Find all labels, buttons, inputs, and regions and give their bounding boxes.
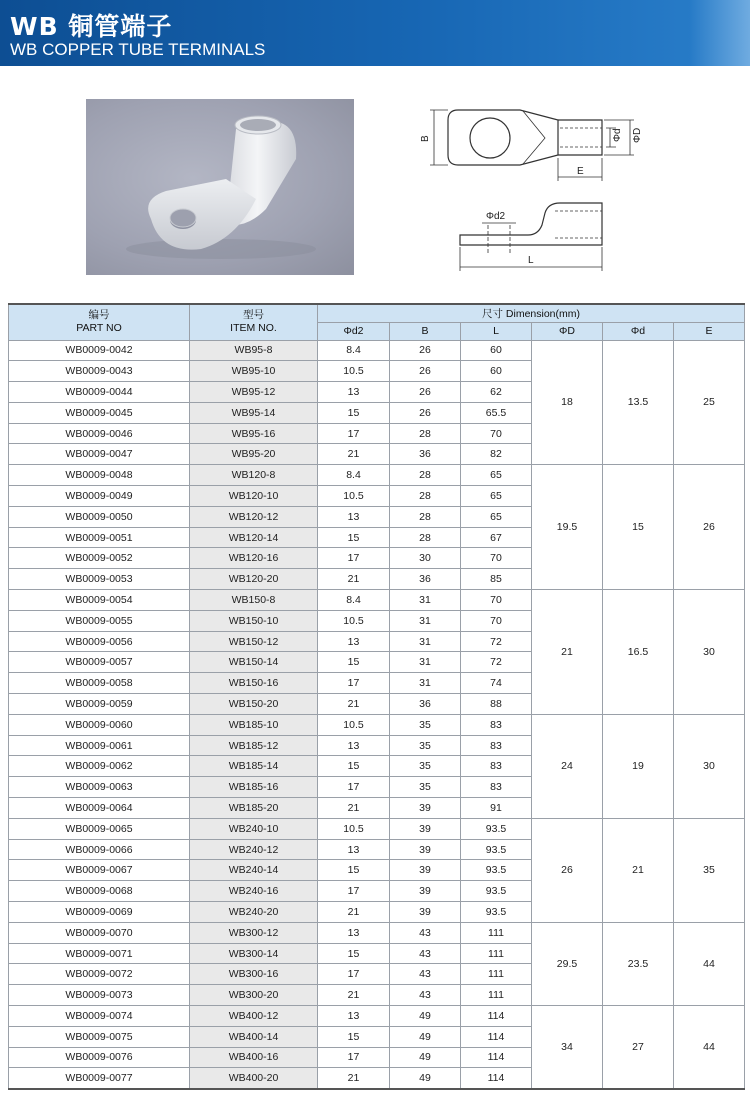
d2-cell: 13 [318, 631, 390, 652]
l-cell: 93.5 [461, 839, 532, 860]
b-cell: 39 [390, 881, 461, 902]
page-title-en: WB COPPER TUBE TERMINALS [10, 40, 266, 59]
d2-cell: 15 [318, 527, 390, 548]
item-no-cell: WB400-20 [190, 1068, 318, 1089]
header-banner [0, 0, 750, 66]
part-no-cell: WB0009-0069 [9, 902, 190, 923]
item-no-cell: WB300-20 [190, 985, 318, 1006]
part-no-cell: WB0009-0055 [9, 610, 190, 631]
product-photo [86, 99, 354, 275]
d2-cell: 13 [318, 922, 390, 943]
part-no-cell: WB0009-0056 [9, 631, 190, 652]
item-no-cell: WB95-12 [190, 382, 318, 403]
b-cell: 35 [390, 777, 461, 798]
b-cell: 49 [390, 1068, 461, 1089]
l-cell: 74 [461, 673, 532, 694]
b-cell: 26 [390, 382, 461, 403]
table-row [9, 465, 745, 486]
table-row [9, 590, 745, 611]
table-row [9, 818, 745, 839]
part-no-cell: WB0009-0065 [9, 818, 190, 839]
D-cell: 34 [532, 1006, 603, 1089]
item-no-header-cn: 型号 [243, 309, 264, 322]
d2-cell: 21 [318, 902, 390, 923]
item-no-cell: WB240-10 [190, 818, 318, 839]
b-cell: 49 [390, 1026, 461, 1047]
label-d: Φd [612, 128, 623, 142]
part-no-cell: WB0009-0070 [9, 922, 190, 943]
d2-cell: 13 [318, 1006, 390, 1027]
col-d2-header: Φd2 [318, 322, 390, 340]
l-cell: 111 [461, 922, 532, 943]
item-no-cell: WB95-14 [190, 402, 318, 423]
e-cell: 30 [674, 714, 745, 818]
item-no-cell: WB185-14 [190, 756, 318, 777]
l-cell: 83 [461, 777, 532, 798]
d2-cell: 15 [318, 860, 390, 881]
col-D-header: ΦD [532, 322, 603, 340]
small-d-cell: 21 [603, 818, 674, 922]
l-cell: 65 [461, 465, 532, 486]
spec-table [8, 303, 745, 1090]
l-cell: 62 [461, 382, 532, 403]
d2-cell: 13 [318, 382, 390, 403]
part-no-cell: WB0009-0051 [9, 527, 190, 548]
small-d-cell: 13.5 [603, 340, 674, 465]
part-no-cell: WB0009-0054 [9, 590, 190, 611]
item-no-cell: WB400-16 [190, 1047, 318, 1068]
b-cell: 43 [390, 943, 461, 964]
label-E: E [577, 166, 584, 177]
e-cell: 35 [674, 818, 745, 922]
l-cell: 70 [461, 610, 532, 631]
item-no-cell: WB240-12 [190, 839, 318, 860]
item-no-cell: WB300-14 [190, 943, 318, 964]
l-cell: 114 [461, 1026, 532, 1047]
col-L-header: L [461, 322, 532, 340]
copper-terminal-illustration [86, 99, 354, 275]
d2-cell: 10.5 [318, 714, 390, 735]
part-no-cell: WB0009-0048 [9, 465, 190, 486]
D-cell: 24 [532, 714, 603, 818]
part-no-cell: WB0009-0046 [9, 423, 190, 444]
b-cell: 39 [390, 839, 461, 860]
D-cell: 29.5 [532, 922, 603, 1005]
item-no-cell: WB300-12 [190, 922, 318, 943]
item-no-cell: WB240-20 [190, 902, 318, 923]
l-cell: 70 [461, 423, 532, 444]
label-B: B [420, 135, 431, 142]
b-cell: 35 [390, 714, 461, 735]
table-row [9, 1006, 745, 1027]
D-cell: 21 [532, 590, 603, 715]
part-no-cell: WB0009-0075 [9, 1026, 190, 1047]
d2-cell: 8.4 [318, 340, 390, 361]
d2-cell: 17 [318, 673, 390, 694]
part-no-cell: WB0009-0071 [9, 943, 190, 964]
item-no-cell: WB185-10 [190, 714, 318, 735]
d2-cell: 15 [318, 943, 390, 964]
d2-cell: 17 [318, 548, 390, 569]
part-no-cell: WB0009-0042 [9, 340, 190, 361]
col-B-header: B [390, 322, 461, 340]
d2-cell: 17 [318, 964, 390, 985]
b-cell: 39 [390, 860, 461, 881]
d2-cell: 15 [318, 652, 390, 673]
item-no-cell: WB120-8 [190, 465, 318, 486]
part-no-cell: WB0009-0066 [9, 839, 190, 860]
page-title-cn: WB 铜管端子 [10, 12, 173, 41]
item-no-header-en: ITEM NO. [230, 322, 277, 335]
b-cell: 31 [390, 673, 461, 694]
b-cell: 31 [390, 590, 461, 611]
d2-cell: 10.5 [318, 361, 390, 382]
b-cell: 26 [390, 361, 461, 382]
item-no-cell: WB150-16 [190, 673, 318, 694]
part-no-cell: WB0009-0061 [9, 735, 190, 756]
item-no-cell: WB150-12 [190, 631, 318, 652]
d2-cell: 8.4 [318, 465, 390, 486]
b-cell: 28 [390, 465, 461, 486]
label-d2: Φd2 [486, 211, 506, 222]
d2-cell: 21 [318, 694, 390, 715]
d2-cell: 10.5 [318, 486, 390, 507]
l-cell: 82 [461, 444, 532, 465]
b-cell: 39 [390, 818, 461, 839]
item-no-cell: WB300-16 [190, 964, 318, 985]
D-cell: 26 [532, 818, 603, 922]
item-no-cell: WB120-12 [190, 506, 318, 527]
part-no-cell: WB0009-0047 [9, 444, 190, 465]
part-no-cell: WB0009-0074 [9, 1006, 190, 1027]
d2-cell: 15 [318, 1026, 390, 1047]
b-cell: 35 [390, 756, 461, 777]
part-no-header-cn: 编号 [88, 309, 110, 322]
d2-cell: 17 [318, 777, 390, 798]
d2-cell: 15 [318, 402, 390, 423]
l-cell: 114 [461, 1047, 532, 1068]
l-cell: 70 [461, 590, 532, 611]
b-cell: 30 [390, 548, 461, 569]
b-cell: 49 [390, 1047, 461, 1068]
b-cell: 49 [390, 1006, 461, 1027]
b-cell: 36 [390, 569, 461, 590]
d2-cell: 15 [318, 756, 390, 777]
part-no-cell: WB0009-0063 [9, 777, 190, 798]
item-no-cell: WB185-12 [190, 735, 318, 756]
d2-cell: 13 [318, 839, 390, 860]
small-d-cell: 27 [603, 1006, 674, 1089]
item-no-cell: WB120-14 [190, 527, 318, 548]
b-cell: 28 [390, 527, 461, 548]
part-no-cell: WB0009-0053 [9, 569, 190, 590]
d2-cell: 21 [318, 1068, 390, 1089]
part-no-cell: WB0009-0077 [9, 1068, 190, 1089]
b-cell: 36 [390, 444, 461, 465]
part-no-cell: WB0009-0067 [9, 860, 190, 881]
l-cell: 111 [461, 943, 532, 964]
l-cell: 111 [461, 985, 532, 1006]
l-cell: 93.5 [461, 902, 532, 923]
part-no-cell: WB0009-0057 [9, 652, 190, 673]
part-no-header-en: PART NO [76, 322, 122, 335]
part-no-cell: WB0009-0059 [9, 694, 190, 715]
small-d-cell: 19 [603, 714, 674, 818]
item-no-cell: WB95-20 [190, 444, 318, 465]
d2-cell: 21 [318, 798, 390, 819]
item-no-cell: WB400-12 [190, 1006, 318, 1027]
b-cell: 43 [390, 985, 461, 1006]
item-no-cell: WB185-16 [190, 777, 318, 798]
l-cell: 83 [461, 714, 532, 735]
l-cell: 65 [461, 486, 532, 507]
l-cell: 72 [461, 652, 532, 673]
part-no-cell: WB0009-0060 [9, 714, 190, 735]
d2-cell: 10.5 [318, 610, 390, 631]
dimension-drawings [420, 95, 700, 280]
item-no-cell: WB150-14 [190, 652, 318, 673]
l-cell: 93.5 [461, 818, 532, 839]
l-cell: 72 [461, 631, 532, 652]
part-no-cell: WB0009-0062 [9, 756, 190, 777]
item-no-cell: WB240-14 [190, 860, 318, 881]
d2-cell: 17 [318, 881, 390, 902]
part-no-cell: WB0009-0073 [9, 985, 190, 1006]
l-cell: 85 [461, 569, 532, 590]
l-cell: 93.5 [461, 860, 532, 881]
e-cell: 25 [674, 340, 745, 465]
item-no-cell: WB240-16 [190, 881, 318, 902]
part-no-cell: WB0009-0045 [9, 402, 190, 423]
table-row [9, 340, 745, 361]
item-no-cell: WB150-20 [190, 694, 318, 715]
part-no-cell: WB0009-0043 [9, 361, 190, 382]
col-d-header: Φd [603, 322, 674, 340]
l-cell: 60 [461, 340, 532, 361]
l-cell: 70 [461, 548, 532, 569]
part-no-cell: WB0009-0052 [9, 548, 190, 569]
item-no-cell: WB185-20 [190, 798, 318, 819]
d2-cell: 10.5 [318, 818, 390, 839]
b-cell: 39 [390, 902, 461, 923]
l-cell: 60 [461, 361, 532, 382]
item-no-cell: WB150-8 [190, 590, 318, 611]
part-no-cell: WB0009-0049 [9, 486, 190, 507]
item-no-cell: WB120-10 [190, 486, 318, 507]
l-cell: 93.5 [461, 881, 532, 902]
D-cell: 19.5 [532, 465, 603, 590]
l-cell: 91 [461, 798, 532, 819]
b-cell: 36 [390, 694, 461, 715]
b-cell: 39 [390, 798, 461, 819]
part-no-cell: WB0009-0072 [9, 964, 190, 985]
part-no-cell: WB0009-0068 [9, 881, 190, 902]
l-cell: 65 [461, 506, 532, 527]
d2-cell: 17 [318, 423, 390, 444]
l-cell: 88 [461, 694, 532, 715]
part-no-cell: WB0009-0050 [9, 506, 190, 527]
label-L: L [528, 255, 534, 266]
item-no-header [190, 304, 318, 340]
b-cell: 28 [390, 486, 461, 507]
b-cell: 26 [390, 340, 461, 361]
e-cell: 30 [674, 590, 745, 715]
b-cell: 31 [390, 652, 461, 673]
D-cell: 18 [532, 340, 603, 465]
item-no-cell: WB120-16 [190, 548, 318, 569]
col-E-header: E [674, 322, 745, 340]
label-D: ΦD [632, 127, 643, 143]
b-cell: 43 [390, 964, 461, 985]
d2-cell: 13 [318, 735, 390, 756]
d2-cell: 21 [318, 569, 390, 590]
l-cell: 83 [461, 735, 532, 756]
small-d-cell: 16.5 [603, 590, 674, 715]
b-cell: 28 [390, 423, 461, 444]
item-no-cell: WB400-14 [190, 1026, 318, 1047]
b-cell: 26 [390, 402, 461, 423]
small-d-cell: 23.5 [603, 922, 674, 1005]
part-no-header [9, 304, 190, 340]
d2-cell: 21 [318, 444, 390, 465]
part-no-cell: WB0009-0076 [9, 1047, 190, 1068]
l-cell: 65.5 [461, 402, 532, 423]
b-cell: 31 [390, 610, 461, 631]
item-no-cell: WB95-16 [190, 423, 318, 444]
b-cell: 35 [390, 735, 461, 756]
e-cell: 26 [674, 465, 745, 590]
part-no-cell: WB0009-0064 [9, 798, 190, 819]
terminal-dimension-drawing [420, 95, 700, 280]
b-cell: 28 [390, 506, 461, 527]
l-cell: 83 [461, 756, 532, 777]
l-cell: 67 [461, 527, 532, 548]
table-row [9, 714, 745, 735]
table-row [9, 922, 745, 943]
l-cell: 114 [461, 1068, 532, 1089]
part-no-cell: WB0009-0044 [9, 382, 190, 403]
e-cell: 44 [674, 922, 745, 1005]
part-no-cell: WB0009-0058 [9, 673, 190, 694]
item-no-cell: WB95-10 [190, 361, 318, 382]
small-d-cell: 15 [603, 465, 674, 590]
b-cell: 43 [390, 922, 461, 943]
e-cell: 44 [674, 1006, 745, 1089]
d2-cell: 8.4 [318, 590, 390, 611]
d2-cell: 21 [318, 985, 390, 1006]
l-cell: 114 [461, 1006, 532, 1027]
item-no-cell: WB150-10 [190, 610, 318, 631]
d2-cell: 17 [318, 1047, 390, 1068]
dimension-header: 尺寸 Dimension(mm) [318, 304, 745, 322]
d2-cell: 13 [318, 506, 390, 527]
item-no-cell: WB120-20 [190, 569, 318, 590]
spec-table-body [9, 340, 745, 1089]
item-no-cell: WB95-8 [190, 340, 318, 361]
l-cell: 111 [461, 964, 532, 985]
b-cell: 31 [390, 631, 461, 652]
